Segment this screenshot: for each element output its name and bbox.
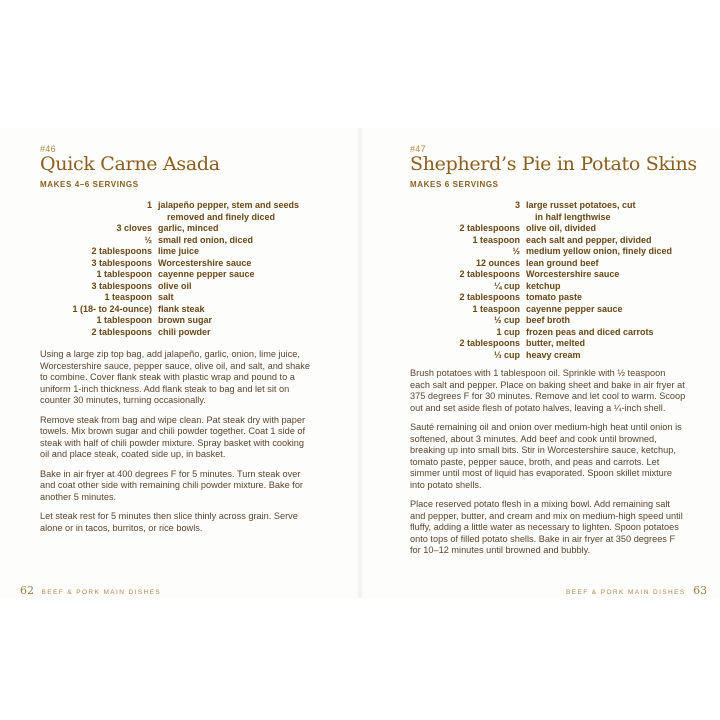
ingredient-name bbox=[152, 281, 192, 293]
ingredient-name-text: tomato paste bbox=[526, 292, 583, 302]
ingredient-name-text: frozen peas and diced carrots bbox=[526, 326, 654, 337]
recipe-title-left: Quick Carne Asada bbox=[40, 153, 220, 175]
ingredient-name-text: Worcestershire sauce bbox=[158, 257, 252, 268]
ingredient-name-text: olive oil, divided bbox=[526, 223, 597, 233]
ingredient-quantity: 1 bbox=[146, 200, 152, 210]
ingredient-row bbox=[440, 223, 672, 235]
ingredient-name-continued: removed and finely diced bbox=[167, 211, 276, 222]
ingredient-quantity: 2 tablespoons bbox=[91, 246, 152, 256]
ingredient-quantity: 1 tablespoon bbox=[96, 269, 152, 279]
ingredient-row bbox=[440, 315, 672, 327]
ingredient-row bbox=[440, 304, 672, 316]
ingredient-row bbox=[60, 292, 299, 304]
ingredient-list-left bbox=[60, 200, 299, 338]
instruction-step: Bake in air fryer at 400 degrees F for 5 minutes. Turn steak over and coat other side with remaining chili powder mixture. Bake for another 5 minutes. bbox=[40, 468, 303, 502]
ingredient-name bbox=[152, 246, 199, 258]
section-title-left: BEEF & PORK MAIN DISHES bbox=[41, 589, 162, 596]
ingredient-row bbox=[440, 327, 672, 339]
ingredient-name-text: jalapeño pepper, stem and seeds bbox=[158, 200, 300, 210]
servings-right: MAKES 6 SERVINGS bbox=[410, 180, 499, 189]
ingredient-quantity: 2 tablespoons bbox=[459, 338, 520, 348]
instructions-right bbox=[410, 368, 686, 565]
section-title-right: BEEF & PORK MAIN DISHES bbox=[566, 589, 686, 596]
ingredient-row bbox=[60, 281, 299, 293]
ingredient-name bbox=[152, 269, 255, 281]
ingredient-list-right bbox=[440, 200, 672, 361]
instruction-step: Let steak rest for 5 minutes then slice thinly across grain. Serve alone or in tacos, burritos, or rice bowls. bbox=[40, 511, 298, 533]
ingredient-quantity: 3 bbox=[514, 200, 520, 210]
ingredient-name-text: ketchup bbox=[526, 280, 561, 291]
ingredient-name bbox=[520, 281, 561, 293]
ingredient-name-continued: in half lengthwise bbox=[535, 211, 611, 222]
ingredient-row bbox=[440, 258, 672, 270]
ingredient-name-text: salt bbox=[158, 292, 174, 302]
ingredient-name bbox=[520, 235, 652, 247]
ingredient-row bbox=[440, 235, 672, 247]
ingredient-name-text: flank steak bbox=[158, 303, 205, 314]
ingredient-quantity: ½ cup bbox=[493, 315, 520, 325]
ingredient-row bbox=[440, 281, 672, 293]
ingredient-row bbox=[60, 327, 299, 339]
recipe-title-right: Shepherd’s Pie in Potato Skins bbox=[410, 153, 697, 175]
ingredient-quantity: 12 ounces bbox=[475, 257, 520, 268]
ingredient-name bbox=[520, 292, 582, 304]
ingredient-name bbox=[520, 304, 623, 316]
ingredient-name-text: small red onion, diced bbox=[158, 234, 254, 245]
ingredient-name bbox=[520, 200, 636, 223]
ingredient-name bbox=[152, 235, 253, 247]
ingredient-name-text: each salt and pepper, divided bbox=[526, 234, 652, 245]
ingredient-name-text: butter, melted bbox=[526, 338, 586, 348]
footer-left bbox=[20, 584, 161, 597]
servings-left: MAKES 4–6 SERVINGS bbox=[40, 180, 139, 189]
instructions-left bbox=[40, 349, 315, 542]
ingredient-quantity: 2 tablespoons bbox=[459, 269, 520, 279]
instruction-step: Place reserved potato flesh in a mixing bowl. Add remaining salt and pepper, butter, and cream and mix on medium-high speed until fluffy, adding a little water as necessary to lighten. Spoon potatoes onto tops of filled potato shells. Bake in air fryer at 350 degrees F for 10–12 minutes until browned and bubbly. bbox=[410, 499, 683, 555]
ingredient-name-text: cayenne pepper sauce bbox=[158, 269, 255, 279]
ingredient-quantity: 3 tablespoons bbox=[91, 257, 152, 268]
ingredient-quantity: 1 cup bbox=[496, 326, 520, 337]
ingredient-row bbox=[440, 350, 672, 362]
ingredient-name bbox=[152, 327, 211, 339]
ingredient-name bbox=[520, 350, 581, 362]
ingredient-row bbox=[440, 338, 672, 350]
ingredient-quantity: 1 teaspoon bbox=[104, 292, 152, 302]
ingredient-name bbox=[152, 315, 212, 327]
ingredient-name-text: beef broth bbox=[526, 315, 570, 325]
ingredient-row bbox=[60, 315, 299, 327]
ingredient-name-text: heavy cream bbox=[526, 349, 581, 360]
ingredient-name-text: olive oil bbox=[158, 280, 192, 291]
ingredient-row bbox=[60, 246, 299, 258]
instruction-step: Remove steak from bag and wipe clean. Pat steak dry with paper towels. Mix brown sugar and chili powder together. Coat 1 side of steak with half of chili powder mixture. Spray basket with cooking oil and place steak, coated side up, in basket. bbox=[40, 414, 306, 459]
ingredient-row bbox=[440, 246, 672, 258]
ingredient-name-text: lime juice bbox=[158, 246, 200, 256]
ingredient-name-text: medium yellow onion, finely diced bbox=[526, 246, 673, 256]
page-number-left: 62 bbox=[20, 584, 34, 597]
ingredient-name bbox=[520, 315, 570, 327]
ingredient-name-text: garlic, minced bbox=[158, 223, 219, 233]
ingredient-row bbox=[440, 292, 672, 304]
ingredient-quantity: 2 tablespoons bbox=[459, 223, 520, 233]
ingredient-name bbox=[152, 292, 174, 304]
ingredient-name bbox=[152, 258, 251, 270]
ingredient-name bbox=[520, 258, 599, 270]
ingredient-quantity: 1 teaspoon bbox=[472, 234, 520, 245]
footer-right bbox=[566, 584, 707, 597]
ingredient-name-text: Worcestershire sauce bbox=[526, 269, 620, 279]
page-number-right: 63 bbox=[693, 584, 708, 597]
ingredient-row bbox=[60, 269, 299, 281]
ingredient-quantity: 3 cloves bbox=[116, 223, 152, 233]
ingredient-name-text: chili powder bbox=[158, 326, 211, 337]
ingredient-quantity: 2 tablespoons bbox=[459, 292, 520, 302]
ingredient-row bbox=[440, 269, 672, 281]
ingredient-row bbox=[60, 223, 299, 235]
ingredient-name bbox=[152, 200, 299, 223]
recipe-number-left: #46 bbox=[40, 144, 56, 154]
ingredient-name bbox=[520, 246, 672, 258]
ingredient-row bbox=[60, 304, 299, 316]
instruction-step: Brush potatoes with 1 tablespoon oil. Sprinkle with ½ teaspoon each salt and pepper. Place on baking sheet and bake in air fryer at 375 degrees F for 30 minutes. Remove and let cool to warm. Scoop out and set aside flesh of potato halves, leaving a ¼-inch shell. bbox=[410, 368, 686, 413]
ingredient-name bbox=[520, 327, 654, 339]
ingredient-name bbox=[520, 338, 585, 350]
ingredient-name bbox=[520, 223, 596, 235]
ingredient-name-text: brown sugar bbox=[158, 315, 213, 325]
ingredient-quantity: 2 tablespoons bbox=[91, 326, 152, 337]
ingredient-name-text: cayenne pepper sauce bbox=[526, 303, 623, 314]
ingredient-quantity: 1 tablespoon bbox=[96, 315, 152, 325]
ingredient-quantity: 3 tablespoons bbox=[91, 280, 152, 291]
book-gutter bbox=[357, 128, 363, 598]
ingredient-quantity: ½ bbox=[144, 234, 152, 245]
ingredient-quantity: ¼ cup bbox=[493, 280, 520, 291]
ingredient-row bbox=[60, 258, 299, 270]
ingredient-name bbox=[152, 223, 219, 235]
ingredient-quantity: 1 (18- to 24-ounce) bbox=[72, 303, 152, 314]
ingredient-name bbox=[152, 304, 205, 316]
ingredient-name-text: lean ground beef bbox=[526, 257, 599, 268]
ingredient-quantity: 1 teaspoon bbox=[472, 303, 520, 314]
recipe-number-right: #47 bbox=[410, 144, 426, 154]
ingredient-row bbox=[60, 200, 299, 223]
ingredient-row bbox=[440, 200, 672, 223]
ingredient-name-text: large russet potatoes, cut bbox=[526, 200, 636, 210]
ingredient-row bbox=[60, 235, 299, 247]
instruction-step: Sauté remaining oil and onion over medium-high heat until onion is softened, about 3 minutes. Add beef and cook until browned, breaking up into small bits. Stir in Worcestershire sauce, ketchup, tomato paste, pepper sauce, broth, and peas and carrots. Let simmer until most of liquid has evaporated. Spoon skillet mixture into potato shells. bbox=[410, 422, 682, 490]
instruction-step: Using a large zip top bag, add jalapeño, garlic, onion, lime juice, Worcestershire sauce, pepper sauce, olive oil, and salt, and shake to combine. Cover flank steak with plastic wrap and pound to a uniform 1-inch thickness. Add flank steak to bag and let sit on counter 30 minutes, turning occasionally. bbox=[40, 349, 310, 405]
ingredient-quantity: ½ bbox=[512, 246, 520, 256]
ingredient-quantity: ⅓ cup bbox=[493, 349, 520, 360]
ingredient-name bbox=[520, 269, 619, 281]
